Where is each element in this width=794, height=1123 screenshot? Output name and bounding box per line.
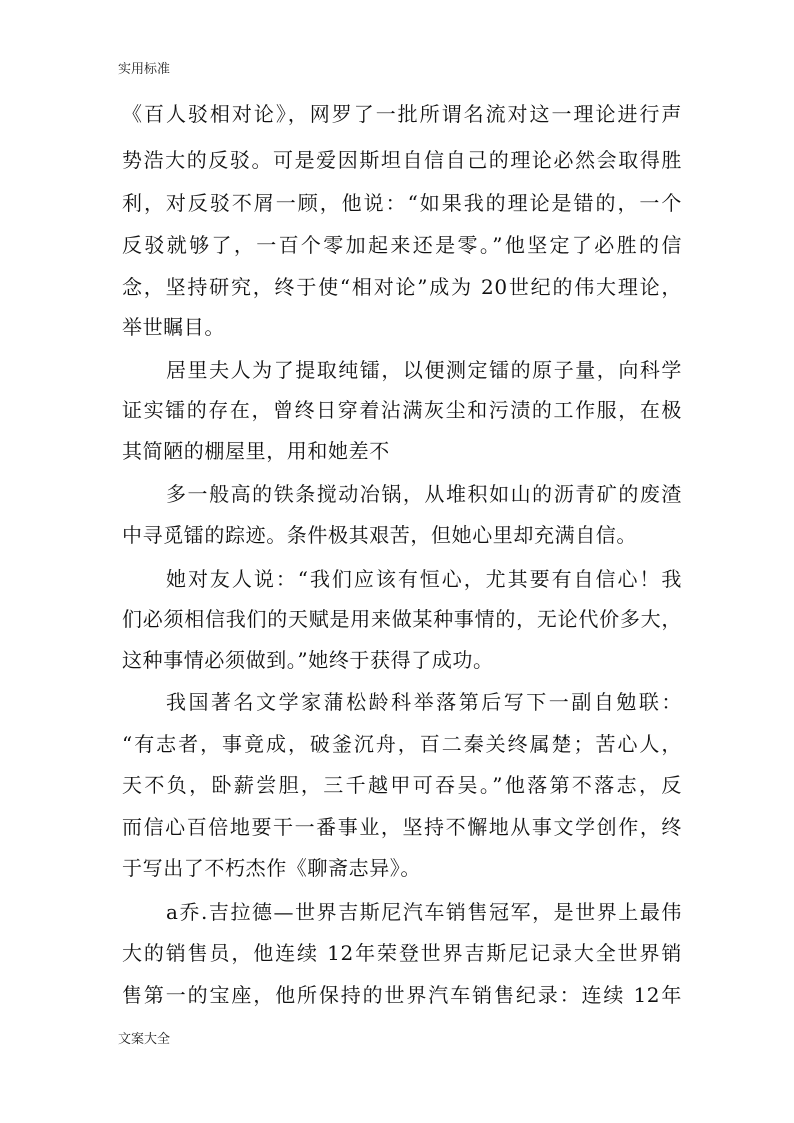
- text-line: 《百人驳相对论》，网罗了一批所谓名流对这一理论进行声: [122, 102, 682, 126]
- text-line: 她对友人说：“我们应该有恒心，尤其要有自信心！我: [166, 567, 682, 591]
- text-line: 举世瞩目。: [122, 315, 225, 339]
- text-line: 而信心百倍地要干一番事业，坚持不懈地从事文学创作，终: [122, 815, 682, 839]
- text-line: 其简陋的棚屋里，用和她差不: [122, 439, 390, 463]
- text-line: 证实镭的存在，曾终日穿着沾满灰尘和污渍的工作服，在极: [122, 398, 682, 422]
- text-line: 念，坚持研究，终于使“相对论”成为 20世纪的伟大理论，: [122, 275, 682, 299]
- text-line: a乔.吉拉德—世界吉斯尼汽车销售冠军，是世界上最伟: [166, 900, 682, 924]
- text-line: 大的销售员，他连续 12年荣登世界吉斯尼记录大全世界销: [122, 941, 682, 965]
- text-line: 于写出了不朽杰作《聊斋志异》。: [122, 856, 421, 880]
- text-line: 中寻觅镭的踪迹。条件极其艰苦，但她心里却充满自信。: [122, 523, 637, 547]
- text-line: 天不负，卧薪尝胆，三千越甲可吞吴。”他落第不落志，反: [122, 773, 682, 797]
- page-header: 实用标准: [118, 62, 171, 77]
- page-footer: 文案大全: [118, 1032, 171, 1047]
- text-line: 我国著名文学家蒲松龄科举落第后写下一副自勉联：: [166, 690, 682, 714]
- text-line: 售第一的宝座，他所保持的世界汽车销售纪录：连续 12年: [122, 983, 682, 1007]
- text-line: 居里夫人为了提取纯镭，以便测定镭的原子量，向科学: [166, 358, 682, 382]
- text-line: 利，对反驳不屑一顾，他说：“如果我的理论是错的，一个: [122, 191, 682, 215]
- text-line: “有志者，事竟成，破釜沉舟，百二秦关终属楚；苦心人，: [122, 732, 682, 756]
- header-divider: [118, 80, 678, 81]
- text-line: 势浩大的反驳。可是爱因斯坦自信自己的理论必然会取得胜: [122, 148, 682, 172]
- text-line: 多一般高的铁条搅动冶锅，从堆积如山的沥青矿的废渣: [166, 482, 682, 506]
- text-line: 反驳就够了，一百个零加起来还是零。”他坚定了必胜的信: [122, 233, 682, 257]
- text-line: 们必须相信我们的天赋是用来做某种事情的，无论代价多大，: [122, 607, 682, 631]
- text-line: 这种事情必须做到。”她终于获得了成功。: [122, 648, 494, 672]
